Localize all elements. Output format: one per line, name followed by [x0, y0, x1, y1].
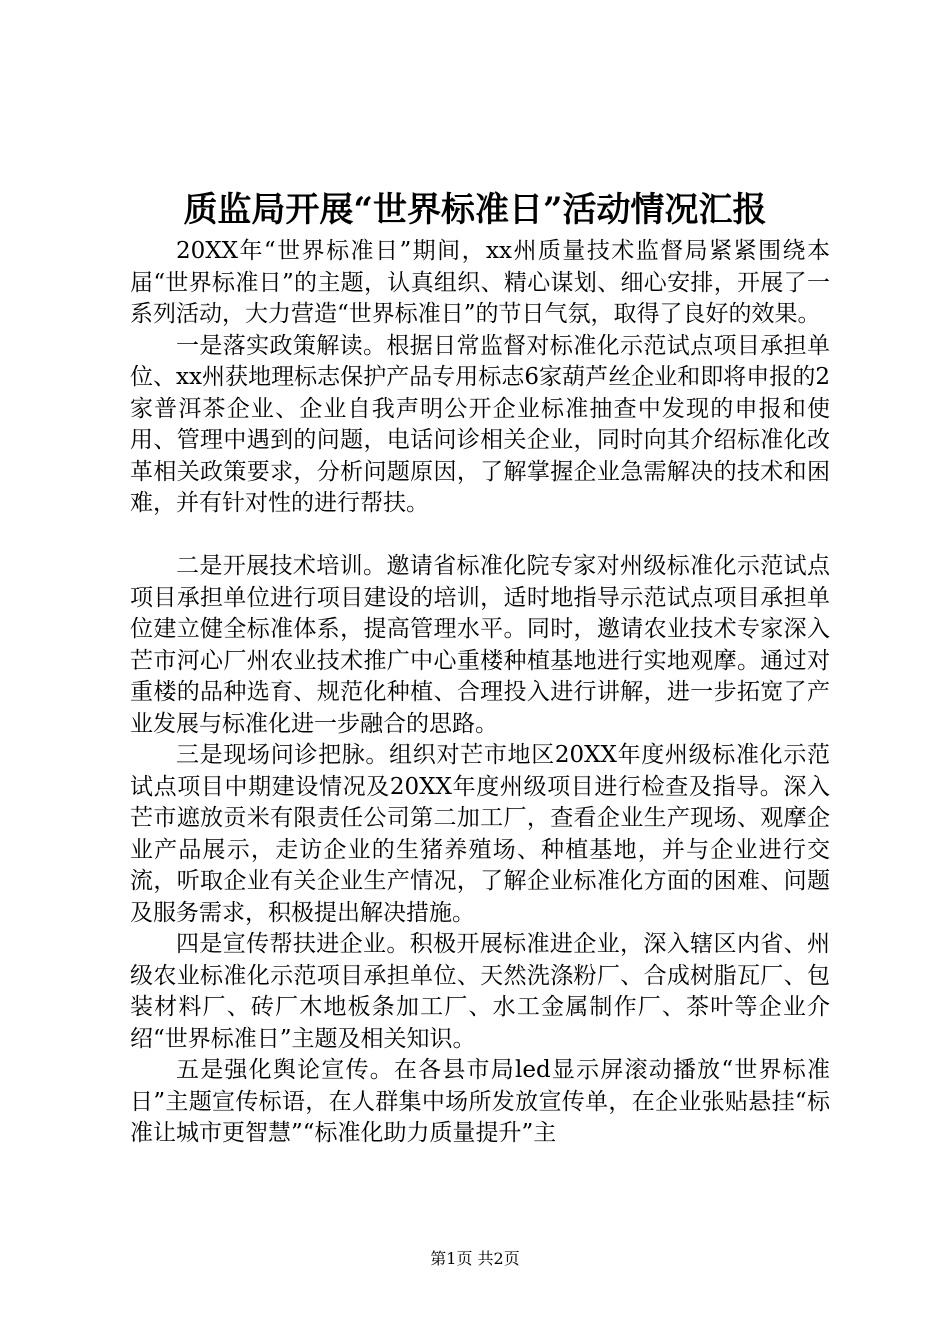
paragraph-policy: 一是落实政策解读。根据日常监督对标准化示范试点项目承担单位、xx州获地理标志保护产品专用标志6家葫芦丝企业和即将申报的2家普洱茶企业、企业自我声明公开企业标准抽查中发现的申报和使用、管理中遇到的问题，电话问诊相关企业，同时向其介绍标准化改革相关政策要求，分析问题原因，了解掌握企业急需解决的技术和困难，并有针对性的进行帮扶。 — [130, 332, 830, 516]
paragraph-publicity: 五是强化舆论宣传。在各县市局led显示屏滚动播放“世界标准日”主题宣传标语，在人群集中场所发放宣传单，在企业张贴悬挂“标准让城市更智慧”“标准化助力质量提升”主 — [130, 1057, 830, 1146]
intro-paragraph: 20XX年“世界标准日”期间，xx州质量技术监督局紧紧围绕本届“世界标准日”的主题，认真组织、精心谋划、细心安排，开展了一系列活动，大力营造“世界标准日”的节日气氛，取得了良好的效果。 — [130, 238, 830, 327]
paragraph-training: 二是开展技术培训。邀请省标准化院专家对州级标准化示范试点项目承担单位进行项目建设的培训，适时地指导示范试点项目承担单位建立健全标准体系，提高管理水平。同时，邀请农业技术专家深入芒市河心厂州农业技术推广中心重楼种植基地进行实地观摩。通过对重楼的品种选育、规范化种植、合理投入进行讲解，进一步拓宽了产业发展与标准化进一步融合的思路。 — [130, 553, 830, 737]
page-footer: 第1页 共2页 — [430, 1249, 520, 1268]
document-body — [130, 236, 830, 1150]
document-title: 质监局开展“世界标准日”活动情况汇报 — [183, 190, 767, 230]
paragraph-outreach: 四是宣传帮扶进企业。积极开展标准进企业，深入辖区内省、州级农业标准化示范项目承担单位、天然洗涤粉厂、合成树脂瓦厂、包装材料厂、砖厂木地板条加工厂、水工金属制作厂、茶叶等企业介绍“世界标准日”主题及相关知识。 — [130, 931, 830, 1052]
paragraph-inspection: 三是现场问诊把脉。组织对芒市地区20XX年度州级标准化示范试点项目中期建设情况及20XX年度州级项目进行检查及指导。深入芒市遮放贡米有限责任公司第二加工厂，查看企业生产现场、观摩企业产品展示，走访企业的生猪养殖场、种植基地，并与企业进行交流，听取企业有关企业生产情况，了解企业标准化方面的困难、问题及服务需求，积极提出解决措施。 — [130, 742, 830, 926]
